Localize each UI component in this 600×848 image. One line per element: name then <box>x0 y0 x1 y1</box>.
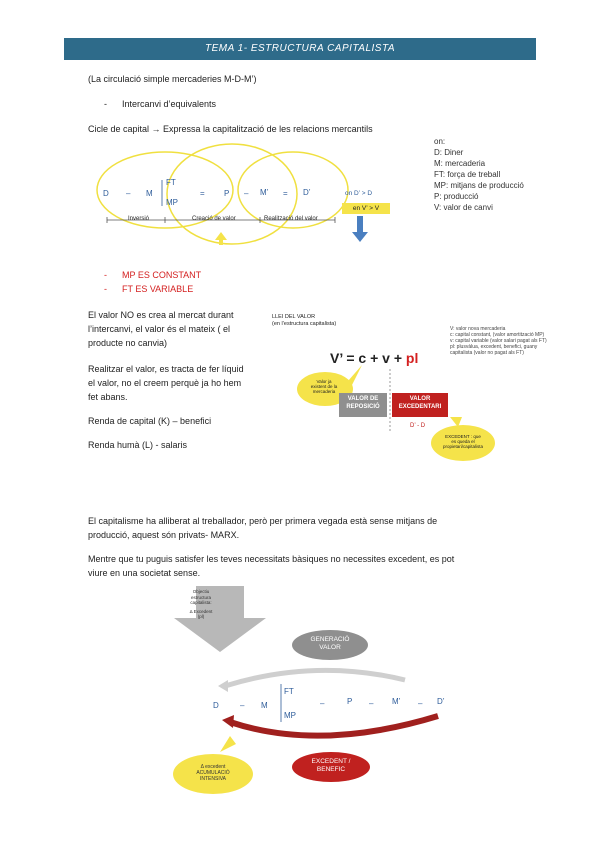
box-valor-reposicio <box>339 393 387 417</box>
d1-FT: FT <box>166 178 176 187</box>
note-line: capitalista (valor no pagat als FT) <box>450 350 524 356</box>
d1-dash: – <box>126 189 131 198</box>
bottom-arc-arrowhead <box>222 715 234 728</box>
d1-Mp: M’ <box>260 188 269 197</box>
text-line: el valor, no el creem perquè ja ho hem <box>88 378 242 388</box>
text-line: (en l’estructura capitalista) <box>272 321 337 327</box>
bubble-left-text <box>302 379 346 394</box>
d3-D: D <box>213 701 219 710</box>
oval-excedent-benefic <box>292 752 370 782</box>
grey-arrow-text <box>175 589 227 620</box>
page-title: TEMA 1- ESTRUCTURA CAPITALISTA <box>204 43 396 54</box>
cicle-capital-line: Cicle de capital → Expressa la capitalització de les relacions mercantils <box>88 124 373 134</box>
d1-eq2: = <box>283 189 288 198</box>
d1-MP: MP <box>166 198 178 207</box>
note-line: c: capital constant, (valor amortització MP) <box>450 332 545 338</box>
top-arc <box>225 670 405 686</box>
paragraph-capitalisme <box>88 514 437 542</box>
text-line: Realitzar el valor, es tracta de fer líquid <box>88 364 244 374</box>
formula-text: V’ = c + v + <box>330 350 403 366</box>
d3-dash4: – <box>418 699 423 708</box>
bullet-intercanvi: Intercanvi d’equivalents <box>122 99 217 109</box>
legend-item: on: <box>434 137 446 146</box>
d1-P: P <box>224 189 230 198</box>
bubble-tail <box>220 736 236 752</box>
d3-Dp: D’ <box>437 697 445 706</box>
title-banner <box>64 38 536 60</box>
bubble-right-text <box>436 434 490 449</box>
legend-item: M: mercaderia <box>434 159 486 168</box>
legend-item: MP: mitjans de producció <box>434 181 524 190</box>
d1-M: M <box>146 189 153 198</box>
text-line: Valor ja <box>316 379 332 384</box>
text-line: estructura <box>190 594 211 600</box>
d3-P: P <box>347 697 353 706</box>
d1-Dp: D’ <box>303 188 311 197</box>
d1-D: D <box>103 189 109 198</box>
text-line: BENEFIC <box>316 766 346 773</box>
intro-line: (La circulació simple mercaderies M-D-M’) <box>88 74 257 84</box>
text-line: LLEI DEL VALOR <box>272 314 316 320</box>
legend <box>434 136 524 213</box>
text-line: (pl) <box>197 614 205 619</box>
text-line: GENERACIÓ <box>310 636 350 643</box>
text-line: fet abans. <box>88 392 128 402</box>
cond-V: en V’ > V <box>352 205 380 212</box>
text-line: EXCEDENT : que <box>445 434 481 439</box>
legend-item: FT: força de treball <box>434 170 501 179</box>
formula-notes <box>450 326 547 356</box>
llei-valor-title <box>272 314 336 328</box>
paragraph-realitzar <box>88 362 244 404</box>
text-line: existent de la <box>310 384 338 389</box>
paragraph-mentre <box>88 552 454 580</box>
renda-huma: Renda humà (L) - salaris <box>88 440 188 450</box>
text-line: Objectiu <box>192 589 210 594</box>
text-line: REPOSICIÓ <box>346 404 380 410</box>
text-line: capitalista: <box>190 600 212 605</box>
text-line: es queda el <box>451 439 475 444</box>
label-realitzacio: Realització del valor <box>264 216 318 222</box>
text-line: l’intercanvi, el valor és el mateix ( el <box>88 324 231 334</box>
d3-M: M <box>261 701 268 710</box>
label-inversio: Inversió <box>128 216 150 222</box>
text-line: propietari/capitalista <box>442 444 484 449</box>
blue-arrow-icon <box>357 216 363 232</box>
text-line: producte no canvia) <box>88 338 168 348</box>
d3-dash2: – <box>320 699 325 708</box>
text-line: EXCEDENT / <box>311 758 351 765</box>
legend-item: D: Diner <box>434 148 464 157</box>
legend-item: P: producció <box>434 192 479 201</box>
label-creacio: Creació de valor <box>192 216 236 222</box>
bubble-acumulacio-text <box>178 764 248 782</box>
bullet-marker: - <box>104 284 107 294</box>
cond-V-highlight <box>342 203 390 214</box>
bullet-mp-constant: MP ES CONSTANT <box>122 270 202 280</box>
text-line: Mentre que tu puguis satisfer les teves necessitats bàsiques no necessites excedent, es pot <box>88 554 455 564</box>
text-line: VALOR <box>409 396 431 402</box>
note-line: pl: plusvàlua, excedent, benefici, guany <box>450 344 538 350</box>
d3-MP: MP <box>284 711 296 720</box>
llei-valor-shapes <box>290 355 520 485</box>
text-line: ACUMULACIÓ <box>196 770 230 776</box>
oval-generacio-valor <box>292 630 368 660</box>
bullet-marker: - <box>104 99 107 109</box>
text-line: El valor NO es crea al mercat durant <box>88 310 234 320</box>
yellow-arrow-icon <box>215 232 227 240</box>
text-line: Δ excedent <box>200 764 226 770</box>
paragraph-valor <box>88 308 234 350</box>
d3-dash3: – <box>369 699 374 708</box>
text-line: EXCEDENTARI <box>398 404 442 410</box>
note-line: V: valor nova mercaderia <box>450 326 506 332</box>
text-line: VALOR <box>319 644 341 651</box>
text-line: El capitalisme ha alliberat al treballador, però per primera vegada està sense mitjans de <box>88 516 438 526</box>
d-minus-d: D’ - D <box>410 423 426 429</box>
cond-D: on D’ > D <box>345 190 373 197</box>
box-valor-excedentari <box>392 393 448 417</box>
text-line: mercaderia <box>312 389 336 394</box>
text-line: viure en una societat sense. <box>88 568 201 578</box>
text-line: Δ Excedent <box>189 608 213 614</box>
renda-capital: Renda de capital (K) – benefici <box>88 416 212 426</box>
bullet-ft-variable: FT ES VARIABLE <box>122 284 194 294</box>
text-line: producció, aquest són privats- MARX. <box>88 530 240 540</box>
top-arc-arrowhead <box>218 680 228 692</box>
text-line: INTENSIVA <box>199 776 227 782</box>
bottom-arc <box>230 716 438 736</box>
d1-eq: = <box>200 189 205 198</box>
legend-item: V: valor de canvi <box>434 203 493 212</box>
d1-dash2: – <box>244 189 249 198</box>
bullet-marker: - <box>104 270 107 280</box>
note-line: v: capital variable (valor salari pagat als FT) <box>450 338 547 344</box>
formula-pl: pl <box>405 350 419 366</box>
d3-Mp: M’ <box>392 697 401 706</box>
d3-dash: – <box>240 701 245 710</box>
text-line: VALOR DE <box>347 396 379 402</box>
d3-FT: FT <box>284 687 294 696</box>
